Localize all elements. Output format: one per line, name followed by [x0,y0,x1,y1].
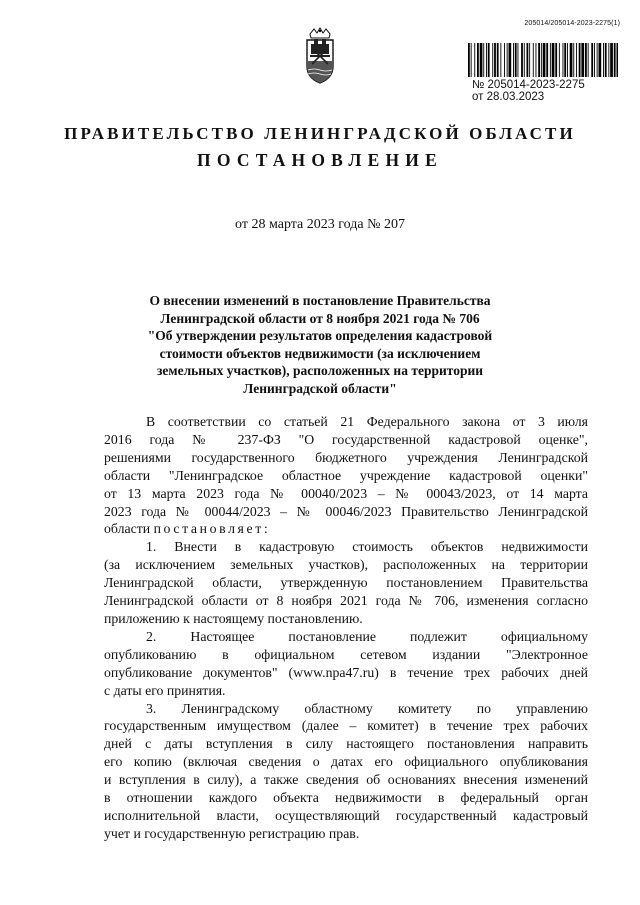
item2-line: опубликование документов" (www.npa47.ru) в течение трех рабочих дней [104,664,588,680]
item3-line: исполнительной власти, осуществляющий государственный кадастровый [104,807,588,823]
title-line: "Об утверждении результатов определения кадастровой [147,328,493,344]
registration-number: № 205014-2023-2275 [472,79,585,91]
item3-line: дней с даты вступления в силу настоящего постановления направить [104,736,588,752]
item3-line: учет и государственную регистрацию прав. [104,825,360,841]
preamble-line: области "Ленинградское областное учреждение кадастровой оценки" [104,467,588,483]
item1-line: Ленинградской области, утвержденную постановлением Правительства [104,575,588,591]
preamble-line: решениями государственного бюджетного учреждения Ленинградской [104,449,588,465]
item3-line: и вступления в силу), а также сведения об основаниях внесения изменений [104,772,588,788]
title-line: земельных участков), расположенных на территории [156,363,484,379]
item2-line: 2. Настоящее постановление подлежит официальному [146,628,588,644]
barcode-icon [468,43,618,77]
item1-line: Ленинградской области от 8 ноября 2021 года № 706, изменения согласно [104,593,588,609]
preamble-line: 2016 года № 237-ФЗ "О государственной кадастровой оценке", [104,431,588,447]
decree-dateline: от 28 марта 2023 года № 207 [235,217,405,232]
item1-line: (за исключением земельных участков), расположенных на территории [104,557,588,573]
preamble-last-word: области [104,521,151,537]
preamble-line [104,520,588,538]
preamble-line: В соответствии со статьей 21 Федерального закона от 3 июля [146,414,588,429]
title-line: Ленинградской области от 8 ноября 2021 года № 706 [160,310,480,326]
title-line: О внесении изменений в постановление Правительства [149,293,491,308]
item3-line: в отношении каждого объекта недвижимости в федеральный орган [104,790,588,806]
registration-date: от 28.03.2023 [472,91,545,103]
item2-line: с даты его принятия. [104,682,226,698]
item2-line: опубликованию в официальном сетевом издании "Электронное [104,646,588,662]
decree-body [104,413,588,843]
item3-line: его копию (включая сведения о датах его официального опубликования [104,754,588,770]
title-line: Ленинградской области" [243,380,397,396]
decrees-word: постановляет: [153,521,271,537]
title-line: стоимости объектов недвижимости (за исключением [159,345,481,361]
decree-title [120,292,520,398]
item1-line: 1. Внести в кадастровую стоимость объектов недвижимости [146,539,588,555]
preamble-line: 2023 года № 00044/2023 – № 00046/2023 Правительство Ленинградской [104,503,588,519]
item3-line: 3. Ленинградскому областному комитету по управлению [146,700,588,716]
document-type-heading: ПОСТАНОВЛЕНИЕ [197,150,443,170]
coat-of-arms-icon [296,26,344,86]
item3-line: государственным имуществом (далее – комитет) в течение трех рабочих [104,718,588,734]
preamble-line: от 13 марта 2023 года № 00040/2023 – № 00043/2023, от 14 марта [104,485,588,501]
government-heading: ПРАВИТЕЛЬСТВО ЛЕНИНГРАДСКОЙ ОБЛАСТИ [64,124,576,143]
document-id: 205014/205014-2023-2275(1) [524,20,620,27]
item1-line: приложению к настоящему постановлению. [104,610,363,626]
